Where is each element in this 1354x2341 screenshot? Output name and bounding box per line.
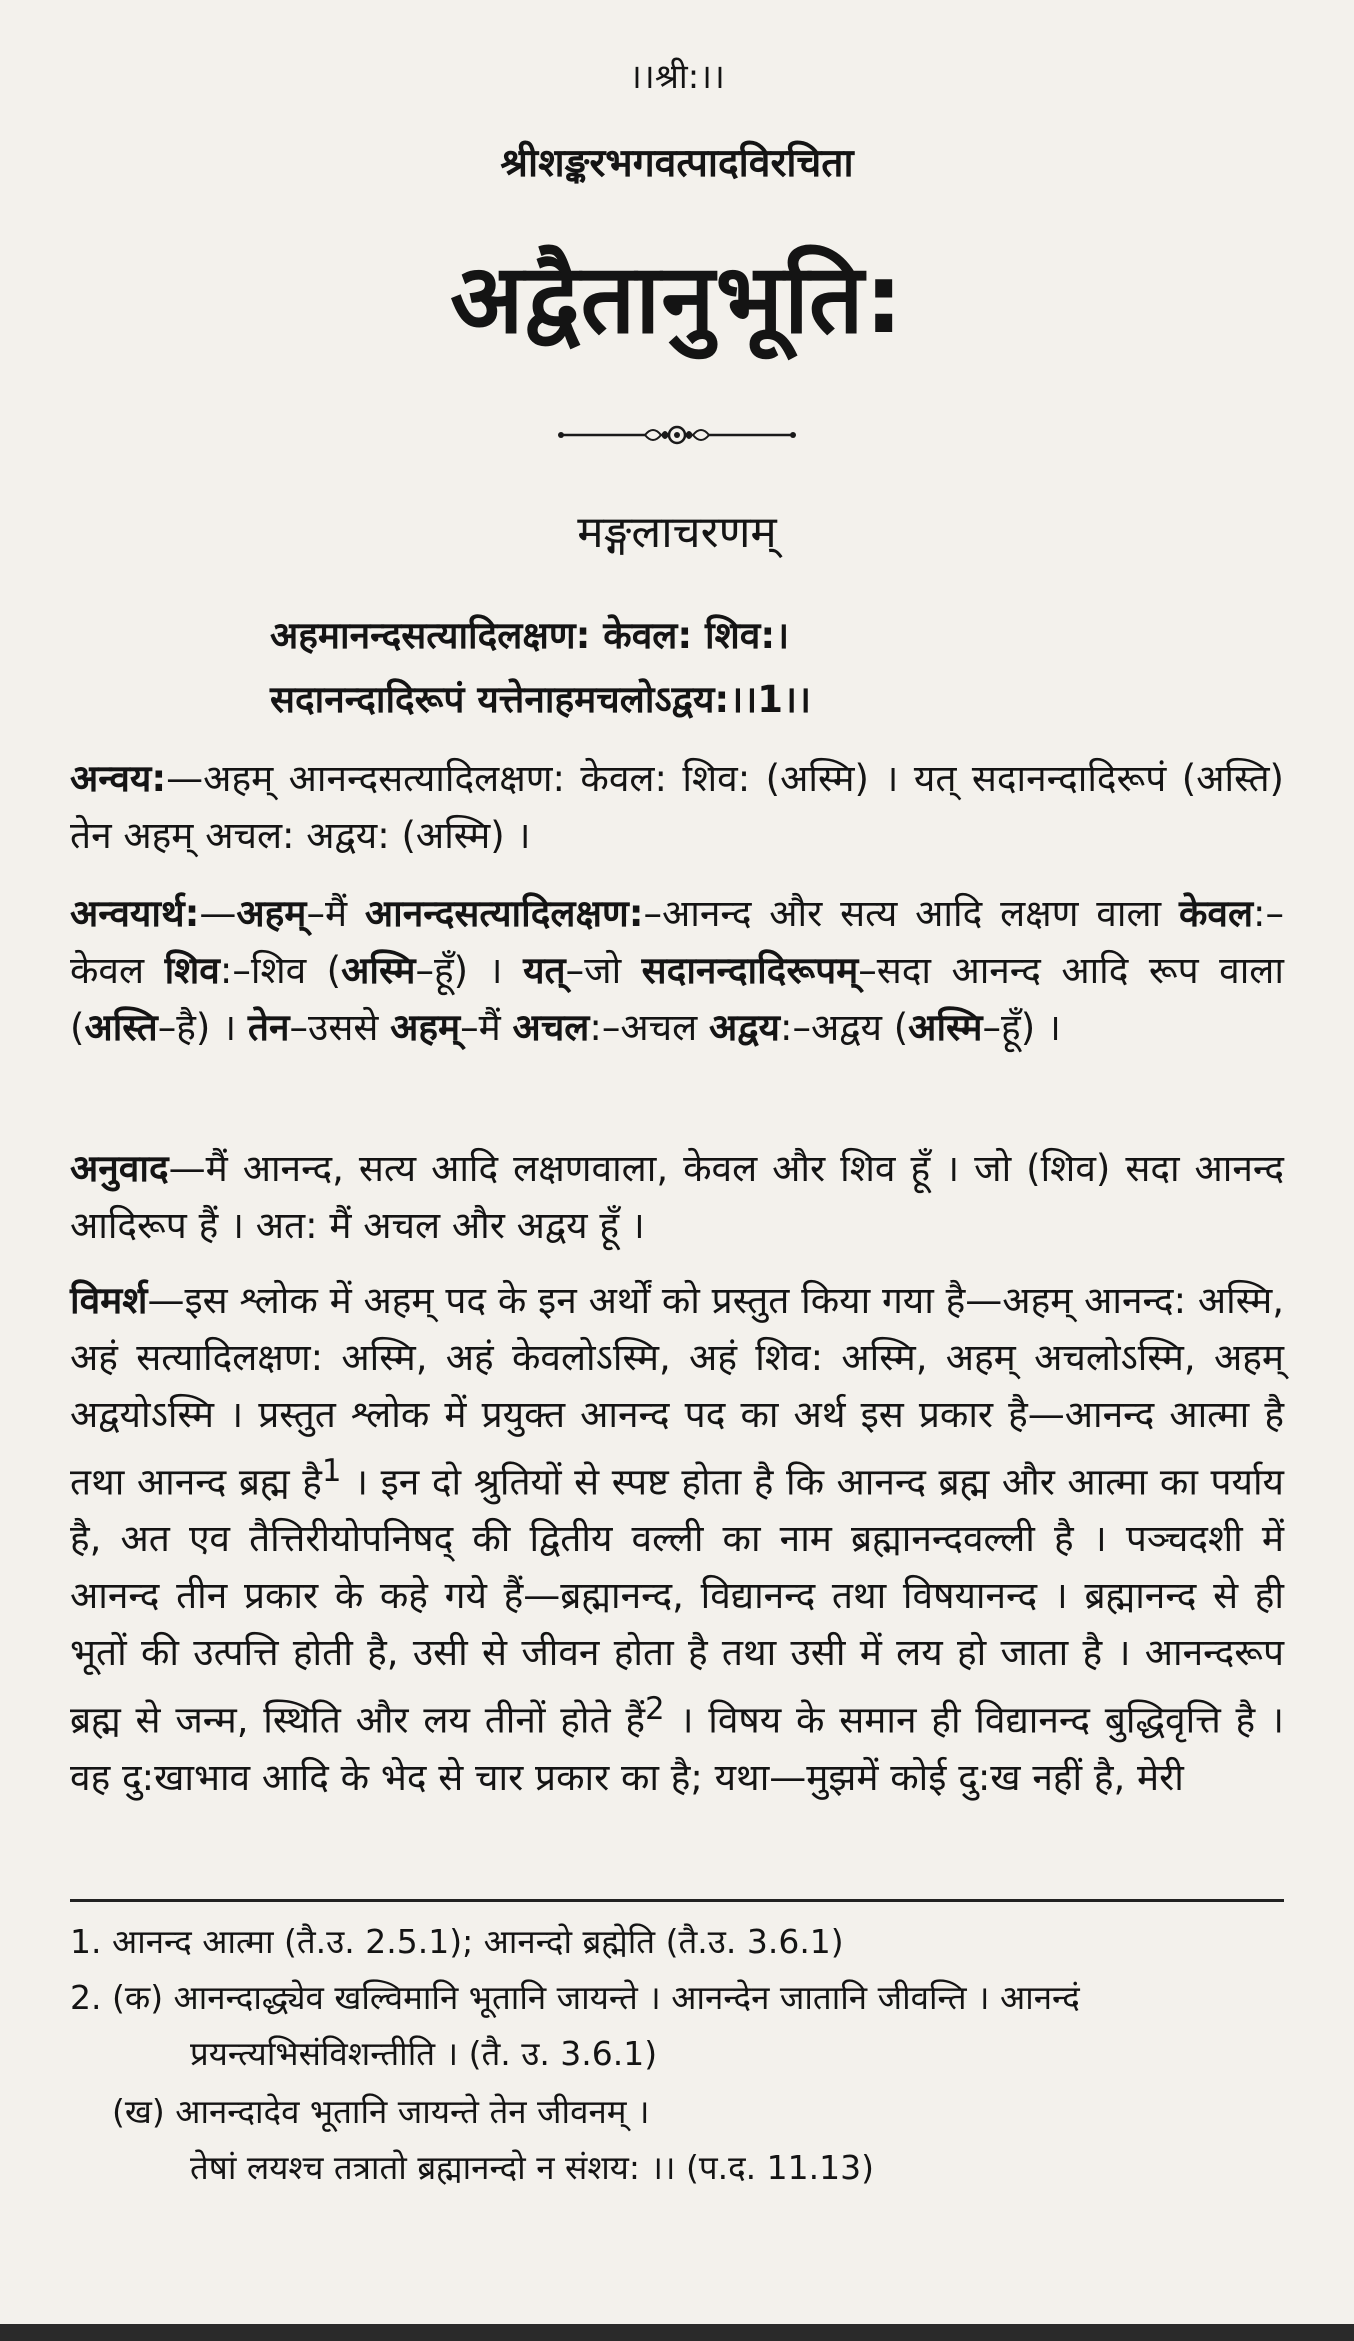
text-segment: –है) । <box>157 1006 248 1049</box>
text-segment: –जो <box>565 949 642 992</box>
vimarsh-text: —इस श्लोक में अहम् पद के इन अर्थों को प्रस्तुत किया गया है—अहम् आनन्द: अस्मि, अहं सत्यादिलक्षण: अस्मि, अहं केवलोऽस्मि, अहं शिव: अस्मि, अहम् अचलोऽस्मि, अहम् अद्वयोऽस्मि । प्रस्तुत श्लोक में प्रयुक्त आनन्द पद का अर्थ इस प्रकार है—आनन्द आत्मा है तथा आनन्द ब्रह्म है <box>70 1279 1284 1504</box>
vimarsh-text: । इन दो श्रुतियों से स्पष्ट होता है कि आनन्द ब्रह्म और आत्मा का पर्याय है, अत एव तैत्तिरीयोपनिषद् की द्वितीय वल्ली का नाम ब्रह्मानन्दवल्ली है । पञ्चदशी में आनन्द तीन प्रकार के कहे गये हैं—ब्रह्मानन्द, विद्यानन्द तथा विषयानन्द । ब्रह्मानन्द से ही भूतों की उत्पत्ति होती है, उसी से जीवन होता है तथा उसी में लय हो जाता है । आनन्दरूप ब्रह्म से जन्म, स्थिति और लय तीनों होते हैं <box>70 1460 1284 1742</box>
text-segment: –हूँ) । <box>415 949 524 992</box>
ornament-icon <box>557 420 797 450</box>
anuvad-paragraph <box>70 1140 1284 1254</box>
footnote-2a-continued: प्रयन्त्यभिसंविशन्तीति । (तै. उ. 3.6.1) <box>190 2034 658 2073</box>
term: शिव <box>164 949 220 992</box>
term: अहम् <box>236 892 307 935</box>
ornament-divider <box>0 420 1354 450</box>
text-segment: –मैं <box>460 1006 513 1049</box>
anvaya-paragraph <box>70 750 1284 864</box>
author-byline: श्रीशङ्करभगवत्पादविरचिता <box>500 141 854 186</box>
term: अस्मि <box>908 1006 983 1049</box>
term: तेन <box>247 1006 290 1049</box>
term: यत् <box>523 949 566 992</box>
term: अहम् <box>390 1006 461 1049</box>
text-segment: –उससे <box>289 1006 391 1049</box>
anuvad-text: —मैं आनन्द, सत्य आदि लक्षणवाला, केवल और शिव हूँ । जो (शिव) सदा आनन्द आदिरूप हैं । अत: मैं अचल और अद्वय हूँ । <box>70 1147 1284 1247</box>
footnote-ref-1: 1 <box>321 1453 342 1489</box>
text-segment: :–शिव ( <box>219 949 342 992</box>
vimarsh-text: । विषय के समान ही विद्यानन्द बुद्धिवृत्ति है । वह दु:खाभाव आदि के भेद से चार प्रकार का है; यथा—मुझमें कोई दु:ख नहीं है, मेरी <box>70 1698 1285 1799</box>
text-segment: :–अचल <box>589 1006 709 1049</box>
page-edge <box>0 2324 1354 2341</box>
footnote-2b: (ख) आनन्दादेव भूतानि जायन्ते तेन जीवनम् । <box>112 2092 650 2131</box>
text-segment: –मैं <box>306 892 365 935</box>
text-segment: –सदा आनन्द आदि रूप वाला ( <box>70 949 1284 1049</box>
footnote-ref-2: 2 <box>645 1691 665 1728</box>
footnote-2b-continued: तेषां लयश्च तत्रातो ब्रह्मानन्दो न संशय: ।। (प.द. 11.13) <box>190 2148 874 2187</box>
anuvad-label: अनुवाद <box>70 1147 169 1190</box>
invocation: ।।श्री:।। <box>629 57 725 97</box>
term: अस्मि <box>341 949 416 992</box>
term: सदानन्दादिरूपम् <box>641 949 859 992</box>
text-segment: :–अद्वय ( <box>780 1006 909 1049</box>
text-segment: — <box>199 892 237 935</box>
term: अस्ति <box>84 1006 158 1049</box>
text-segment: –आनन्द और सत्य आदि लक्षण वाला <box>643 892 1179 935</box>
text-segment: –हूँ) । <box>982 1006 1061 1049</box>
page-title: अद्वैतानुभूति: <box>450 243 904 355</box>
vimarsh-paragraph <box>70 1272 1284 1806</box>
term: केवल <box>1178 892 1254 935</box>
anvayartha-paragraph <box>70 885 1284 1056</box>
verse-line-1: अहमानन्दसत्यादिलक्षण: केवल: शिव:। <box>270 614 790 657</box>
footnote-2a: 2. (क) आनन्दाद्ध्येव खल्विमानि भूतानि जायन्ते । आनन्देन जातानि जीवन्ति । आनन्दं <box>70 1978 1080 2017</box>
term: अद्वय <box>708 1006 780 1049</box>
text-segment: :–केवल <box>70 892 1285 992</box>
anvaya-label: अन्वय: <box>70 757 167 800</box>
term: आनन्दसत्यादिलक्षण: <box>364 892 644 935</box>
footnote-1: 1. आनन्द आत्मा (तै.उ. 2.5.1); आनन्दो ब्रह्मेति (तै.उ. 3.6.1) <box>70 1922 844 1961</box>
vimarsh-label: विमर्श <box>70 1279 148 1322</box>
section-heading: मङ्गलाचरणम् <box>577 507 777 558</box>
anvayartha-label: अन्वयार्थ: <box>70 892 200 935</box>
verse-line-2: सदानन्दादिरूपं यत्तेनाहमचलोऽद्वय:।।1।। <box>270 678 812 721</box>
footnote-divider <box>70 1899 1284 1902</box>
term: अचल <box>512 1006 590 1049</box>
anvaya-text: —अहम् आनन्दसत्यादिलक्षण: केवल: शिव: (अस्मि) । यत् सदानन्दादिरूपं (अस्ति) तेन अहम् अचल: अद्वय: (अस्मि) । <box>70 757 1284 857</box>
